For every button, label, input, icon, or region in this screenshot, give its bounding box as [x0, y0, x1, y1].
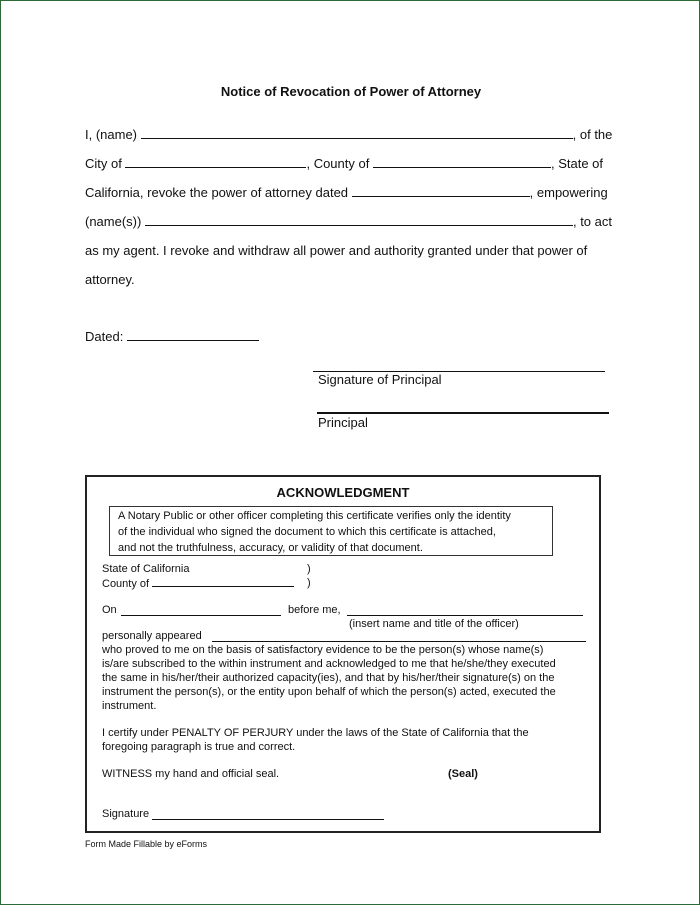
- county-paren: ): [307, 577, 311, 589]
- notice-line: A Notary Public or other officer completing this certificate verifies only the identity: [118, 510, 511, 522]
- dated-label: Dated:: [85, 329, 124, 344]
- principal-label: Principal: [318, 415, 368, 430]
- document-title: Notice of Revocation of Power of Attorney: [220, 84, 482, 99]
- ack-county-field[interactable]: [152, 577, 294, 587]
- on-date-field[interactable]: [121, 615, 281, 616]
- empowering-label: , empowering: [529, 185, 608, 200]
- county-row: [102, 577, 294, 591]
- agent-names-field[interactable]: [145, 214, 573, 226]
- insert-name-caption: (insert name and title of the officer): [349, 618, 519, 630]
- poa-date-field[interactable]: [352, 185, 530, 197]
- of-the-label: , of the: [572, 127, 613, 142]
- name-field[interactable]: [141, 127, 573, 139]
- personally-appeared-field[interactable]: [212, 641, 586, 642]
- perjury-line: foregoing paragraph is true and correct.: [102, 741, 296, 753]
- revoke-dated-label: California, revoke the power of attorney dated: [85, 185, 349, 200]
- agent-names-row: [85, 214, 612, 230]
- officer-name-field[interactable]: [347, 615, 583, 616]
- city-field[interactable]: [125, 156, 306, 168]
- notice-line: of the individual who signed the document to which this certificate is attached,: [118, 526, 496, 538]
- city-label: City of: [85, 156, 122, 171]
- city-county-row: [85, 156, 603, 172]
- name-label: I, (name): [85, 127, 138, 142]
- acknowledgment-heading: ACKNOWLEDGMENT: [276, 485, 410, 500]
- state-label: State of California: [102, 563, 190, 575]
- signature-principal-label: Signature of Principal: [318, 372, 442, 387]
- county-field[interactable]: [373, 156, 551, 168]
- state-label: , State of: [550, 156, 604, 171]
- dated-empowering-row: [85, 185, 608, 201]
- county-label: , County of: [306, 156, 370, 171]
- evidence-paragraph-line: instrument the person(s), or the entity upon behalf of which the person(s) acted, executed the: [102, 686, 556, 698]
- ack-signature-label: Signature: [102, 808, 150, 820]
- evidence-paragraph-line: is/are subscribed to the within instrument and acknowledged to me that he/she/they executed: [102, 658, 556, 670]
- notice-line: and not the truthfulness, accuracy, or validity of that document.: [118, 542, 423, 554]
- evidence-paragraph-line: instrument.: [102, 700, 157, 712]
- perjury-line: I certify under PENALTY OF PERJURY under the laws of the State of California that the: [102, 727, 529, 739]
- evidence-paragraph-line: the same in his/her/their authorized capacity(ies), and that by his/her/their signature(s) on the: [102, 672, 555, 684]
- state-paren: ): [307, 563, 311, 575]
- on-label: On: [102, 604, 117, 616]
- notary-notice-box: [109, 506, 553, 556]
- ack-county-label: County of: [102, 578, 150, 590]
- evidence-paragraph-line: who proved to me on the basis of satisfactory evidence to be the person(s) whose name(s): [102, 644, 544, 656]
- witness-label: WITNESS my hand and official seal.: [102, 768, 280, 780]
- footer-credit: Form Made Fillable by eForms: [85, 839, 208, 849]
- seal-label: (Seal): [448, 768, 478, 780]
- before-me-label: before me,: [288, 604, 341, 616]
- dated-field[interactable]: [127, 329, 259, 341]
- revoke-statement-line: as my agent. I revoke and withdraw all power and authority granted under that power of: [85, 243, 588, 258]
- revoke-statement-end: attorney.: [85, 272, 135, 287]
- agent-names-label: (name(s)): [85, 214, 142, 229]
- to-act-label: , to act: [572, 214, 612, 229]
- principal-name-line[interactable]: [317, 412, 609, 414]
- ack-signature-field[interactable]: [152, 819, 384, 820]
- dated-row: [85, 329, 259, 345]
- personally-appeared-label: personally appeared: [102, 630, 202, 642]
- name-row: [85, 127, 612, 143]
